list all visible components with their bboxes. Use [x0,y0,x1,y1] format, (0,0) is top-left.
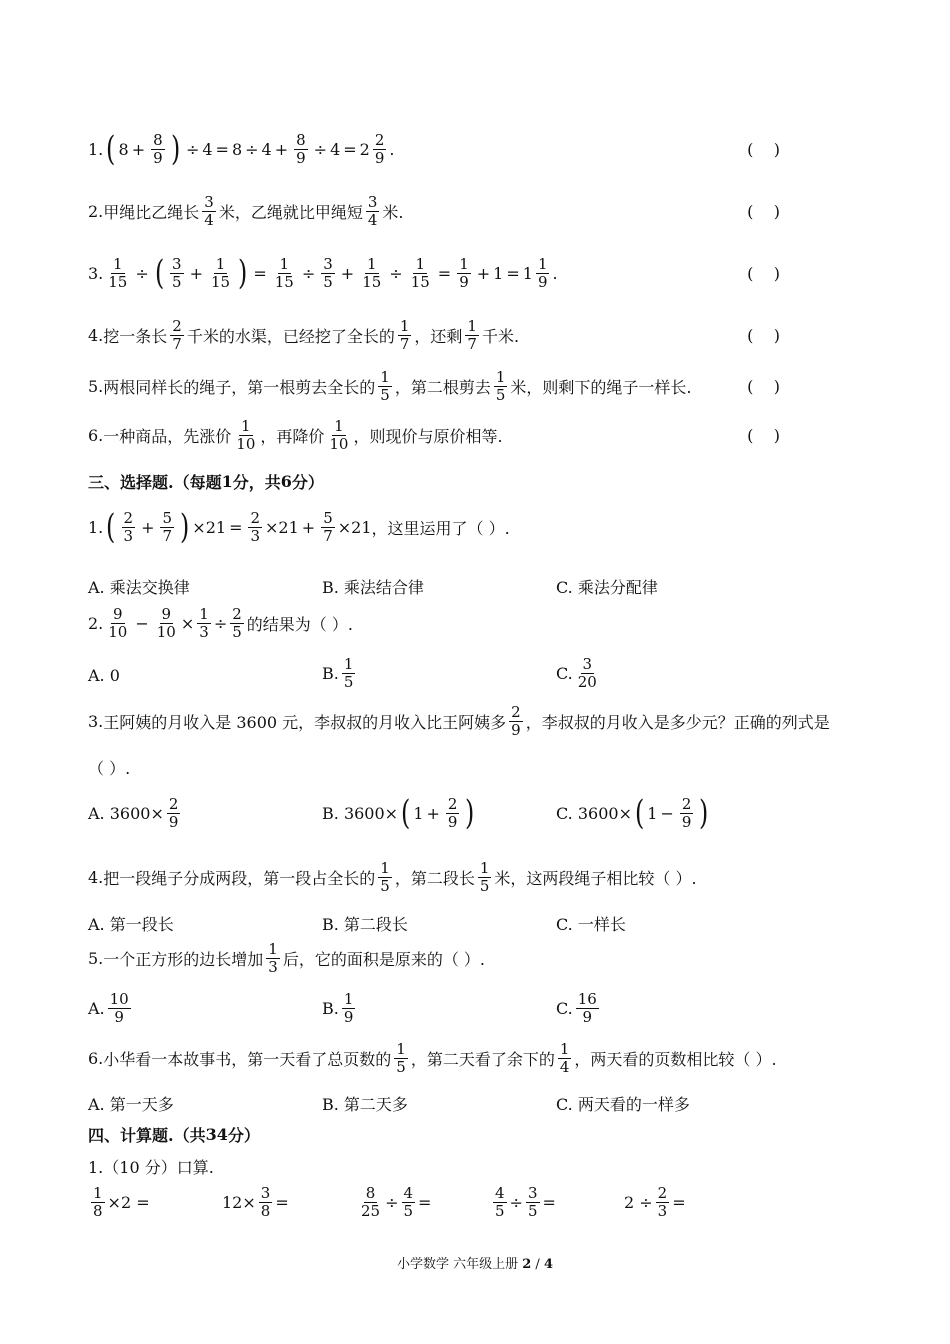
calc-expr: 12× $\frac{3}{8}$ = [222,1184,289,1220]
option-b[interactable]: B. 第二天多 [322,1095,408,1114]
fraction: $\frac{8}{9}$ [153,131,163,167]
option-c[interactable]: C. 两天看的一样多 [556,1095,690,1114]
choice-q2: 2. $\frac{9}{10}$ − $\frac{9}{10}$ × $\frac{1}{3}$ ÷ $\frac{2}{5}$ 的结果为（ ）. [88,605,353,641]
answer-blank[interactable]: ( ) [747,325,780,345]
option-b[interactable]: B. $\frac{1}{5}$ [322,655,354,691]
option-b[interactable]: B. 乘法结合律 [322,578,424,597]
option-c[interactable]: C. 乘法分配律 [556,578,658,597]
option-c[interactable]: C. 3600 × ( 1 − $\frac{2}{9}$ ) [556,793,709,833]
section-title-calc: 四、计算题.（共 34 分） [88,1125,260,1145]
judge-q6: 6. 一种商品，先涨价 $\frac{1}{10}$ ，再降价 $\frac{1}{10}$ ，则现价与原价相等. ( ) [88,417,780,453]
answer-blank[interactable]: ( ) [747,201,780,221]
judge-q3: 3. $\frac{1}{15}$ ÷ ( $\frac{3}{5}$ + $\frac{1}{15}$ ) = $\frac{1}{15}$ ÷ $\frac{3}{5}$ + $\frac{1}{15}$ ÷ $\frac{1}{15}$ = $\frac{1}{9}$ + 1 = 1 $\frac{1}{9}$ . ( ) [88,253,780,293]
calc-expr: $\frac{8}{25}$ ÷ $\frac{4}{5}$ = [361,1184,432,1220]
calc-expr: 2 ÷ $\frac{2}{3}$ = [624,1184,686,1220]
judge-q5: 5. 两根同样长的绳子，第一根剪去全长的 $\frac{1}{5}$ ，第二根剪去 $\frac{1}{5}$ 米，则剩下的绳子一样长. ( ) [88,368,780,404]
page-footer: 小学数学 六年级上册 2 / 4 [396,1257,553,1272]
option-b[interactable]: B. 3600 × ( 1 + $\frac{2}{9}$ ) [322,793,475,833]
answer-blank[interactable]: ( ) [747,263,780,283]
choice-q1: 1. ( $\frac{2}{3}$ + $\frac{5}{7}$ ) × 21 = $\frac{2}{3}$ × 21 + $\frac{5}{7}$ × 21 ，这里运用了（ ）. [88,507,510,547]
judge-q4: 4. 挖一条长 $\frac{2}{7}$ 千米的水渠，已经挖了全长的 $\frac{1}{7}$ ，还剩 $\frac{1}{7}$ 千米. ( ) [88,317,780,353]
choice-q6: 6. 小华看一本故事书，第一天看了总页数的 $\frac{1}{5}$ ，第二天看了余下的 $\frac{1}{4}$ ，两天看的页数相比较（ ）. [88,1040,777,1076]
option-a[interactable]: A. $\frac{10}{9}$ [88,990,129,1026]
calc-expr: $\frac{4}{5}$ ÷ $\frac{3}{5}$ = [495,1184,556,1220]
choice-q3-cont: （ ）. [88,759,131,778]
answer-blank[interactable]: ( ) [747,376,780,396]
option-a[interactable]: A. 第一天多 [88,1095,174,1114]
option-c[interactable]: C. 一样长 [556,915,626,934]
option-a[interactable]: A. 乘法交换律 [88,578,190,597]
choice-q4: 4. 把一段绳子分成两段，第一段占全长的 $\frac{1}{5}$ ，第二段长 $\frac{1}{5}$ 米，这两段绳子相比较（ ）. [88,859,697,895]
answer-blank[interactable]: ( ) [747,139,780,159]
option-a[interactable]: A. 3600 × $\frac{2}{9}$ [88,795,179,831]
choice-q3: 3. 王阿姨的月收入是 3600 元，李叔叔的月收入比王阿姨多 $\frac{2}{9}$ ，李叔叔的月收入是多少元？正确的列式是 [88,703,830,739]
calc-expr: $\frac{1}{8}$ ×2 = [93,1184,150,1220]
judge-q2: 2. 甲绳比乙绳长 $\frac{3}{4}$ 米，乙绳就比甲绳短 $\frac{3}{4}$ 米. ( ) [88,193,780,229]
option-a[interactable]: A. 第一段长 [88,915,174,934]
option-c[interactable]: C. $\frac{3}{20}$ [556,655,597,691]
option-b[interactable]: B. $\frac{1}{9}$ [322,990,354,1026]
option-b[interactable]: B. 第二段长 [322,915,408,934]
option-a[interactable]: A. 0 [88,666,120,685]
section-title-choice: 三、选择题.（每题 1 分，共 6 分） [88,472,324,492]
choice-q5: 5. 一个正方形的边长增加 $\frac{1}{3}$ 后，它的面积是原来的（ ）. [88,940,486,976]
answer-blank[interactable]: ( ) [747,425,780,445]
calc-q1: 1.（10 分）口算. [88,1158,214,1177]
option-c[interactable]: C. $\frac{16}{9}$ [556,990,597,1026]
judge-q1: 1. ( 8 + $\frac{8}{9}$ ) ÷ 4 = 8 ÷ 4 + $\frac{8}{9}$ ÷ 4 = 2 $\frac{2}{9}$ . ( ) [88,129,780,169]
